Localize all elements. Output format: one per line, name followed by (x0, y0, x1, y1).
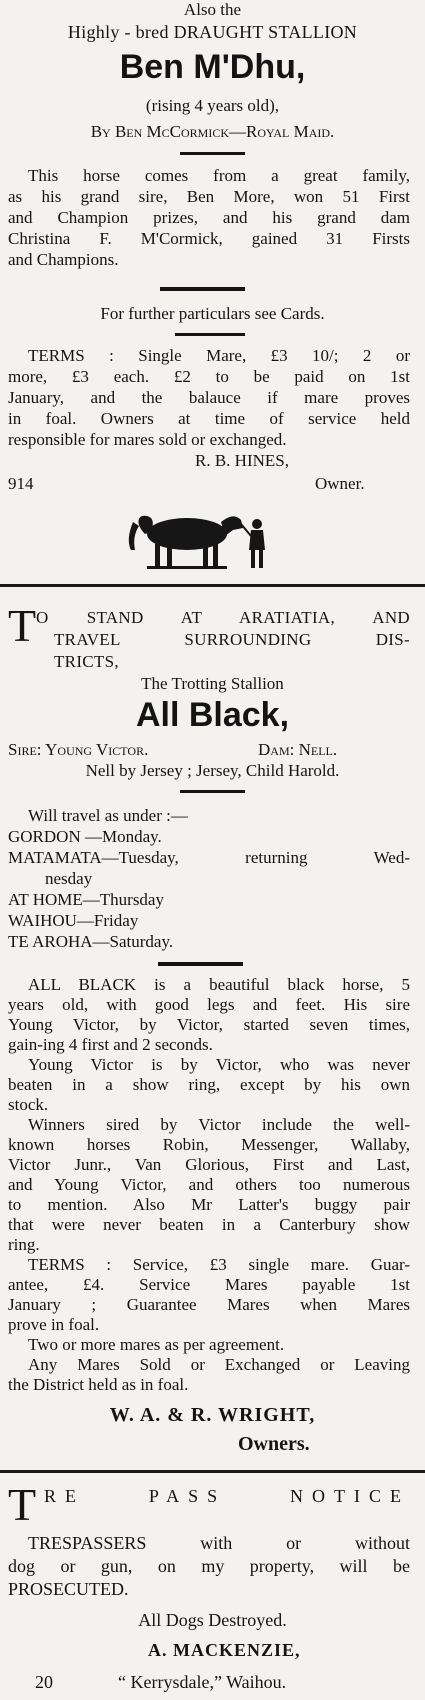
ad1-terms-line: in foal. Owners at time of service held (8, 409, 410, 428)
divider (175, 333, 245, 336)
ad2-heading-line: TRAVEL SURROUNDING DIS- (54, 630, 410, 649)
ad1-terms-line: TERMS : Single Mare, £3 10/; 2 or (28, 346, 410, 365)
ad2-body-line: Victor Junr., Van Glorious, First and Last, (8, 1155, 410, 1174)
ad2-body-line: years old, with good legs and feet. His sire (8, 995, 410, 1014)
ad2-schedule-item: GORDON —Monday. (8, 827, 162, 846)
ad2-heading-line: O STAND AT ARATIATIA, AND (36, 608, 410, 627)
ad2-body-line: TERMS : Service, £3 single mare. Guar- (28, 1255, 410, 1274)
ad2-schedule-item: nesday (45, 869, 93, 888)
ad2-body-line: stock. (8, 1095, 49, 1114)
ad1-cards: For further particulars see Cards. (100, 304, 325, 323)
ad2-drop-cap: T (8, 600, 37, 651)
ad1-owner-name: R. B. HINES, (195, 451, 289, 470)
ad2-horse-name: All Black, (135, 696, 290, 734)
ad2-schedule-item: AT HOME—Thursday (8, 890, 164, 909)
ad3-body-line: PROSECUTED. (8, 1579, 129, 1599)
ad2-nell-pedigree: Nell by Jersey ; Jersey, Child Harold. (85, 761, 340, 780)
ad2-body-line: prove in foal. (8, 1315, 100, 1334)
ad1-also-the: Also the (183, 0, 242, 19)
ad2-schedule-item: WAIHOU—Friday (8, 911, 139, 930)
divider (180, 790, 245, 793)
ad1-terms-line: more, £3 each. £2 to be paid on 1st (8, 367, 410, 386)
ad1-owner-label: Owner. (315, 474, 365, 493)
divider (160, 287, 245, 291)
ad2-body-line: Young Victor, by Victor, started seven times, (8, 1015, 410, 1034)
ad2-owners-name: W. A. & R. WRIGHT, (109, 1404, 316, 1426)
ad2-body-line: ring. (8, 1235, 40, 1254)
ad2-schedule-item: MATAMATA—Tuesday, returning Wed- (8, 848, 410, 867)
ad1-number: 914 (8, 474, 34, 493)
ad2-body-line: ALL BLACK is a beautiful black horse, 5 (28, 975, 410, 994)
ad1-heading: Highly - bred DRAUGHT STALLION (67, 22, 358, 42)
ad3-dogs-destroyed: All Dogs Destroyed. (138, 1610, 287, 1630)
ad1-body-line: This horse comes from a great family, (28, 166, 410, 185)
ad1-horse-name: Ben M'Dhu, (119, 48, 306, 86)
ad1-terms-line: January, and the balauce if mare proves (8, 388, 410, 407)
ad1-body-line: as his grand sire, Ben More, won 51 First (8, 187, 410, 206)
ad3-number: 20 (35, 1672, 53, 1692)
ad2-sire: Sire: Young Victor. (8, 740, 149, 759)
ad2-body-line: known horses Robin, Messenger, Wallaby, (8, 1135, 410, 1154)
ad1-terms-line: responsible for mares sold or exchanged. (8, 430, 287, 449)
ad1-body-line: and Champion prizes, and his grand dam (8, 208, 410, 227)
ad1-pedigree: By Ben McCormick—Royal Maid. (90, 122, 335, 141)
ad2-heading-line: TRICTS, (54, 652, 119, 671)
ad2-body-line: beaten in a show ring, except by his own (8, 1075, 410, 1094)
section-divider (0, 1470, 425, 1473)
ad2-body-line: that were never beaten in a Canterbury show (8, 1215, 410, 1234)
ad1-body-line: and Champions. (8, 250, 119, 269)
horse-woodcut-illustration (125, 510, 275, 572)
ad2-body-line: the District held as in foal. (8, 1375, 189, 1394)
ad3-drop-cap: T (8, 1479, 37, 1530)
divider (158, 962, 243, 966)
ad2-body-line: January ; Guarantee Mares when Mares (8, 1295, 410, 1314)
section-divider (0, 584, 425, 587)
ad3-body-line: dog or gun, on my property, will be (8, 1556, 410, 1576)
ad3-body-line: TRESPASSERS with or without (28, 1533, 410, 1553)
ad2-subheading: The Trotting Stallion (141, 674, 284, 693)
ad2-body-line: and Young Victor, and others too numerous (8, 1175, 410, 1194)
ad1-body-line: Christina F. M'Cormick, gained 31 Firsts (8, 229, 410, 248)
ad2-body-line: gain-ing 4 first and 2 seconds. (8, 1035, 213, 1054)
ad2-body-line: Two or more mares as per agreement. (28, 1335, 285, 1354)
ad1-age: (rising 4 years old), (145, 96, 280, 115)
ad3-heading: RE PASS NOTICE (44, 1486, 410, 1506)
ad3-address: “ Kerrysdale,” Waihou. (118, 1672, 287, 1692)
ad2-body-line: to mention. Also Mr Latter's buggy pair (8, 1195, 410, 1214)
ad2-schedule-item: TE AROHA—Saturday. (8, 932, 174, 951)
ad3-name: A. MACKENZIE, (148, 1640, 301, 1660)
divider (180, 152, 245, 155)
ad2-owners-label: Owners. (238, 1433, 310, 1455)
ad2-body-line: Young Victor is by Victor, who was never (28, 1055, 410, 1074)
ad2-dam: Dam: Nell. (258, 740, 338, 759)
ad2-body-line: antee, £4. Service Mares payable 1st (8, 1275, 410, 1294)
ad2-body-line: Winners sired by Victor include the well- (28, 1115, 410, 1134)
ad2-travel-intro: Will travel as under :— (28, 806, 188, 825)
ad2-body-line: Any Mares Sold or Exchanged or Leaving (28, 1355, 410, 1374)
